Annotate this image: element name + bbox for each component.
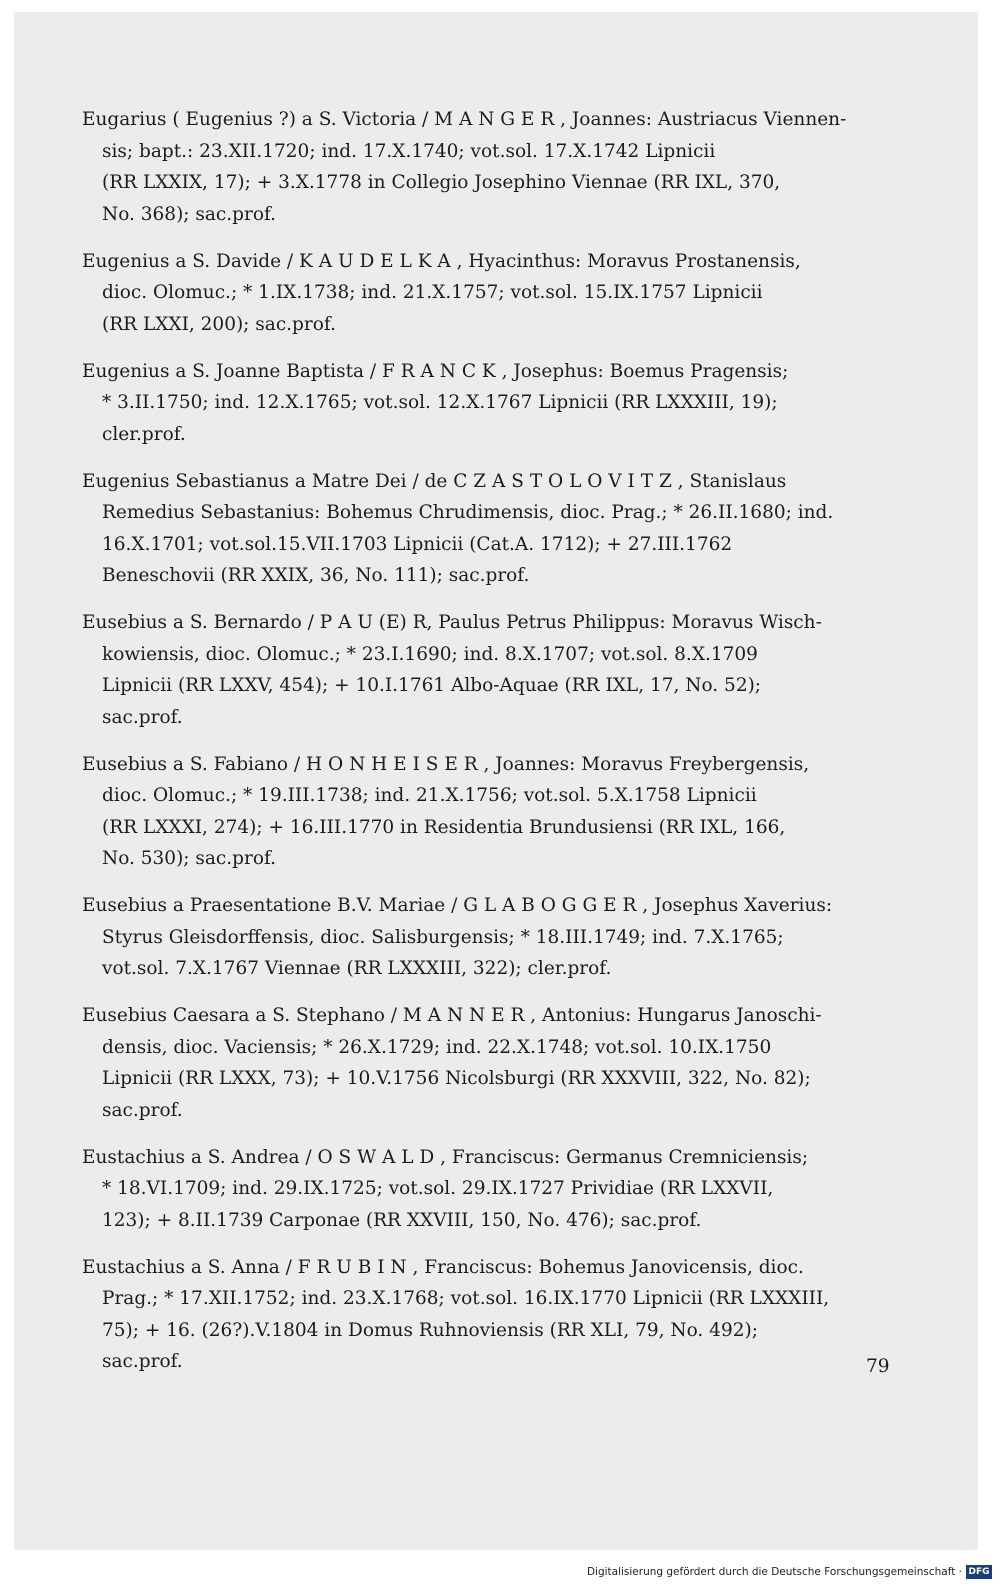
- entry-line: sac.prof.: [102, 1099, 183, 1121]
- entry-heading-line: Eusebius a S. Bernardo / P A U (E) R, Paulus Petrus Philippus: Moravus Wisch-: [82, 612, 822, 633]
- list-item: [82, 1252, 932, 1378]
- list-item: [82, 607, 932, 733]
- entry-line: No. 530); sac.prof.: [102, 848, 277, 869]
- entry-heading-line: Eugenius a S. Joanne Baptista / F R A N C K , Josephus: Boemus Pragensis;: [82, 360, 789, 382]
- page-number: 79: [866, 1356, 890, 1377]
- entry-line: Lipnicii (RR LXXX, 73); + 10.V.1756 Nicolsburgi (RR XXXVIII, 322, No. 82);: [102, 1068, 811, 1089]
- entry-line: * 18.VI.1709; ind. 29.IX.1725; vot.sol. 29.IX.1727 Prividiae (RR LXXVII,: [102, 1178, 774, 1199]
- entry-line: sis; bapt.: 23.XII.1720; ind. 17.X.1740; vot.sol. 17.X.1742 Lipnicii: [102, 140, 716, 162]
- list-item: [82, 1000, 932, 1126]
- scanned-page: [14, 12, 978, 1550]
- entry-line: (RR LXXI, 200); sac.prof.: [102, 313, 336, 335]
- digitization-footer: [587, 1565, 992, 1579]
- entry-line: (RR LXXIX, 17); + 3.X.1778 in Collegio Josephino Viennae (RR IXL, 370,: [102, 172, 781, 193]
- entry-line: 123); + 8.II.1739 Carponae (RR XXVIII, 150, No. 476); sac.prof.: [102, 1209, 702, 1231]
- list-item: [82, 356, 932, 451]
- entry-list: [82, 104, 932, 1393]
- entry-line: * 3.II.1750; ind. 12.X.1765; vot.sol. 12.X.1767 Lipnicii (RR LXXXIII, 19);: [102, 392, 778, 413]
- dfg-logo-icon: DFG: [966, 1565, 992, 1579]
- entry-line: (RR LXXXI, 274); + 16.III.1770 in Residentia Brundusiensi (RR IXL, 166,: [102, 816, 786, 838]
- entry-heading-line: Eustachius a S. Anna / F R U B I N , Franciscus: Bohemus Janovicensis, dioc.: [82, 1256, 804, 1278]
- entry-line: sac.prof.: [102, 1351, 183, 1372]
- list-item: [82, 1142, 932, 1237]
- entry-line: dioc. Olomuc.; * 1.IX.1738; ind. 21.X.1757; vot.sol. 15.IX.1757 Lipnicii: [102, 282, 763, 303]
- entry-heading-line: Eustachius a S. Andrea / O S W A L D , Franciscus: Germanus Cremniciensis;: [82, 1146, 809, 1168]
- list-item: [82, 890, 932, 985]
- entry-line: sac.prof.: [102, 706, 183, 728]
- entry-line: vot.sol. 7.X.1767 Viennae (RR LXXXIII, 322); cler.prof.: [102, 958, 612, 979]
- list-item: [82, 246, 932, 341]
- entry-heading-line: Eusebius a S. Fabiano / H O N H E I S E R , Joannes: Moravus Freybergensis,: [82, 753, 810, 775]
- list-item: [82, 749, 932, 875]
- entry-heading-line: Eugenius Sebastianus a Matre Dei / de C Z A S T O L O V I T Z , Stanislaus: [82, 470, 787, 492]
- footer-credit-text: Digitalisierung gefördert durch die Deutsche Forschungsgemeinschaft ·: [586, 1566, 962, 1578]
- list-item: [82, 104, 932, 230]
- entry-heading-line: Eugarius ( Eugenius ?) a S. Victoria / M A N G E R , Joannes: Austriacus Viennen-: [82, 109, 847, 130]
- entry-line: densis, dioc. Vaciensis; * 26.X.1729; ind. 22.X.1748; vot.sol. 10.IX.1750: [102, 1036, 772, 1058]
- entry-heading-line: Eusebius a Praesentatione B.V. Mariae / G L A B O G G E R , Josephus Xaverius:: [82, 895, 833, 916]
- entry-line: 16.X.1701; vot.sol.15.VII.1703 Lipnicii (Cat.A. 1712); + 27.III.1762: [102, 533, 733, 555]
- list-item: [82, 466, 932, 592]
- entry-line: Styrus Gleisdorffensis, dioc. Salisburgensis; * 18.III.1749; ind. 7.X.1765;: [102, 926, 784, 948]
- entry-line: No. 368); sac.prof.: [102, 203, 277, 225]
- entry-line: 75); + 16. (26?).V.1804 in Domus Ruhnoviensis (RR XLI, 79, No. 492);: [102, 1319, 758, 1341]
- entry-heading-line: Eugenius a S. Davide / K A U D E L K A , Hyacinthus: Moravus Prostanensis,: [82, 250, 801, 272]
- entry-line: Prag.; * 17.XII.1752; ind. 23.X.1768; vot.sol. 16.IX.1770 Lipnicii (RR LXXXIII,: [102, 1288, 830, 1309]
- entry-line: dioc. Olomuc.; * 19.III.1738; ind. 21.X.1756; vot.sol. 5.X.1758 Lipnicii: [102, 785, 757, 806]
- entry-line: Beneschovii (RR XXIX, 36, No. 111); sac.prof.: [102, 565, 530, 586]
- entry-heading-line: Eusebius Caesara a S. Stephano / M A N N E R , Antonius: Hungarus Janoschi-: [82, 1005, 822, 1026]
- entry-line: Remedius Sebastanius: Bohemus Chrudimensis, dioc. Prag.; * 26.II.1680; ind.: [102, 502, 834, 523]
- entry-line: kowiensis, dioc. Olomuc.; * 23.I.1690; ind. 8.X.1707; vot.sol. 8.X.1709: [102, 643, 758, 665]
- entry-line: Lipnicii (RR LXXV, 454); + 10.I.1761 Albo-Aquae (RR IXL, 17, No. 52);: [102, 675, 762, 696]
- entry-line: cler.prof.: [102, 423, 186, 445]
